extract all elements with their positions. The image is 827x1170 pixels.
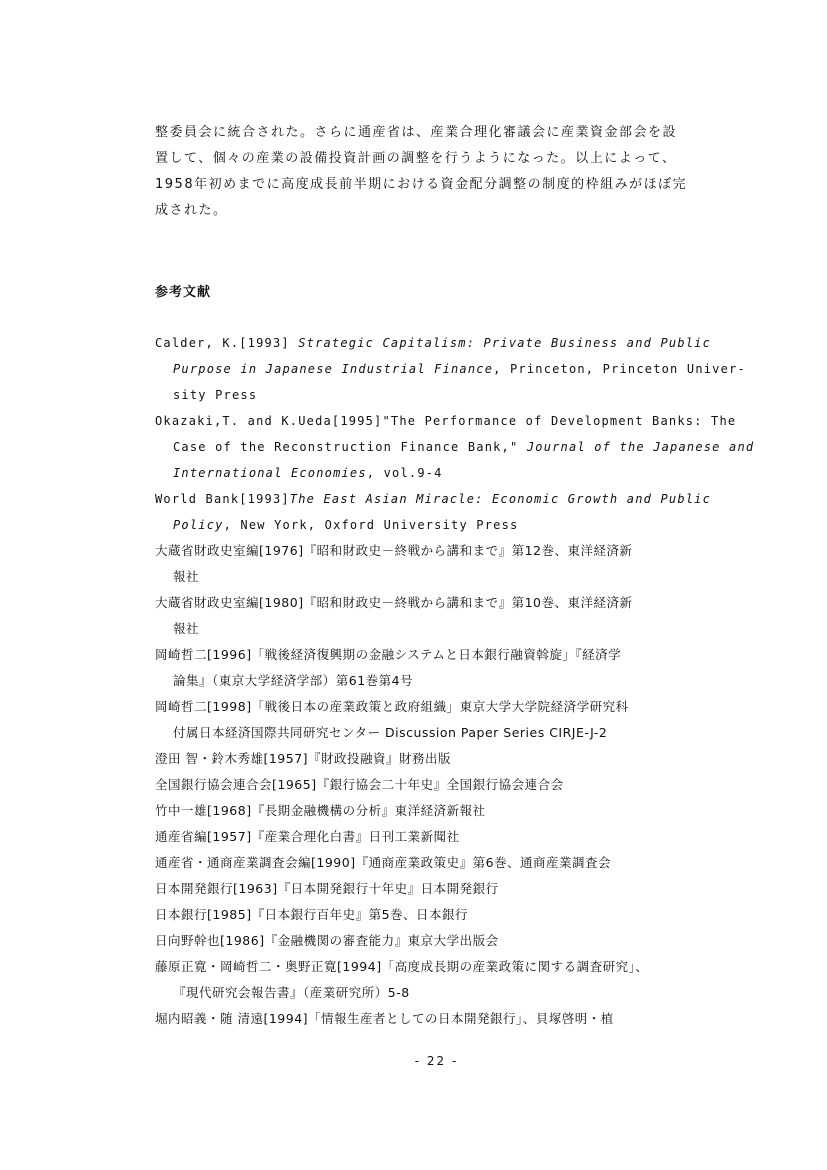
- reference-line: [155, 954, 735, 980]
- reference-text: World Bank[1993]: [155, 492, 290, 506]
- reference-text: 竹中一雄[1968]『長期金融機構の分析』東洋経済新報社: [155, 803, 486, 818]
- reference-text: Case of the Reconstruction Finance Bank,": [173, 440, 527, 454]
- reference-line: [155, 798, 735, 824]
- reference-text: Purpose in Japanese Industrial Finance: [173, 362, 494, 376]
- reference-line: [155, 928, 735, 954]
- reference-text: 報社: [173, 621, 200, 636]
- reference-line: [155, 668, 735, 694]
- reference-line: [155, 434, 755, 460]
- reference-text: 通産省編[1957]『産業合理化白書』日刊工業新聞社: [155, 829, 460, 844]
- reference-line: [155, 772, 735, 798]
- paragraph-line: 整委員会に統合された。さらに通産省は、産業合理化審議会に産業資金部会を設: [155, 125, 678, 140]
- reference-line: [155, 486, 735, 512]
- reference-text: International Economies: [173, 466, 367, 480]
- reference-text: The East Asian Miracle: Economic Growth and Public: [289, 492, 712, 506]
- reference-line: [155, 876, 735, 902]
- reference-line: [155, 564, 735, 590]
- reference-line: [155, 408, 735, 434]
- reference-text: 堀内昭義・随 清遠[1994]「情報生産者としての日本開発銀行」、貝塚啓明・植: [155, 1011, 614, 1026]
- reference-text: 報社: [173, 569, 200, 584]
- page-number: - 22 -: [414, 1054, 459, 1068]
- reference-text: 大蔵省財政史室編[1976]『昭和財政史－終戦から講和まで』第12巻、東洋経済新: [155, 543, 633, 558]
- paragraph-line: 1958年初めまでに高度成長前半期における資金配分調整の制度的枠組みがほぼ完: [155, 177, 688, 192]
- reference-text: 大蔵省財政史室編[1980]『昭和財政史－終戦から講和まで』第10巻、東洋経済新: [155, 595, 633, 610]
- reference-text: , vol.9-4: [366, 466, 443, 480]
- reference-line: [155, 642, 735, 668]
- reference-text: 論集』（東京大学経済学部）第61巻第4号: [173, 673, 414, 688]
- reference-text: 岡崎哲二[1998]「戦後日本の産業政策と政府組織」東京大学大学院経済学研究科: [155, 699, 629, 714]
- reference-text: 全国銀行協会連合会[1965]『銀行協会二十年史』全国銀行協会連合会: [155, 777, 564, 792]
- reference-text: 岡崎哲二[1996]「戦後経済復興期の金融システムと日本銀行融資斡旋」『経済学: [155, 647, 622, 662]
- reference-line: [155, 382, 735, 408]
- references-heading: 参考文献: [155, 285, 212, 300]
- reference-line: [155, 850, 735, 876]
- paragraph-line: 成された。: [155, 203, 228, 218]
- reference-text: , Princeton, Princeton Univer-: [493, 362, 746, 376]
- references-list: [155, 330, 755, 1032]
- reference-text: 付属日本経済国際共同研究センター Discussion Paper Series CIRJE-J-2: [173, 725, 608, 740]
- reference-line: [155, 356, 746, 382]
- reference-text: Journal of the Japanese and: [526, 440, 755, 454]
- reference-text: 通産省・通商産業調査会編[1990]『通商産業政策史』第6巻、通商産業調査会: [155, 855, 612, 870]
- paragraph-line: 置して、個々の産業の設備投資計画の調整を行うようになった。以上によって、: [155, 151, 677, 166]
- reference-text: sity Press: [173, 388, 258, 402]
- reference-text: 日本銀行[1985]『日本銀行百年史』第5巻、日本銀行: [155, 907, 469, 922]
- reference-text: Policy: [173, 518, 224, 532]
- reference-line: [155, 720, 735, 746]
- reference-line: [155, 824, 735, 850]
- reference-line: [155, 512, 735, 538]
- reference-line: [155, 330, 735, 356]
- reference-text: Strategic Capitalism: Private Business and Public: [298, 336, 712, 350]
- reference-text: 藤原正寛・岡崎哲二・奥野正寛[1994]「高度成長期の産業政策に関する調査研究」、: [155, 959, 649, 974]
- reference-line: [155, 1006, 735, 1032]
- reference-text: , New York, Oxford University Press: [223, 518, 519, 532]
- reference-text: 日向野幹也[1986]『金融機関の審査能力』東京大学出版会: [155, 933, 499, 948]
- reference-text: 日本開発銀行[1963]『日本開発銀行十年史』日本開発銀行: [155, 881, 499, 896]
- reference-line: [155, 590, 735, 616]
- reference-line: [155, 980, 735, 1006]
- reference-line: [155, 460, 735, 486]
- reference-text: Calder, K.[1993]: [155, 336, 299, 350]
- body-paragraph: [155, 120, 715, 224]
- reference-text: Okazaki,T. and K.Ueda[1995]"The Performance of Development Banks: The: [155, 414, 737, 428]
- reference-text: 『現代研究会報告書』（産業研究所）5-8: [173, 985, 410, 1000]
- reference-line: [155, 616, 735, 642]
- reference-text: 澄田 智・鈴木秀雄[1957]『財政投融資』財務出版: [155, 751, 452, 766]
- reference-line: [155, 902, 735, 928]
- reference-line: [155, 694, 735, 720]
- reference-line: [155, 538, 735, 564]
- reference-line: [155, 746, 735, 772]
